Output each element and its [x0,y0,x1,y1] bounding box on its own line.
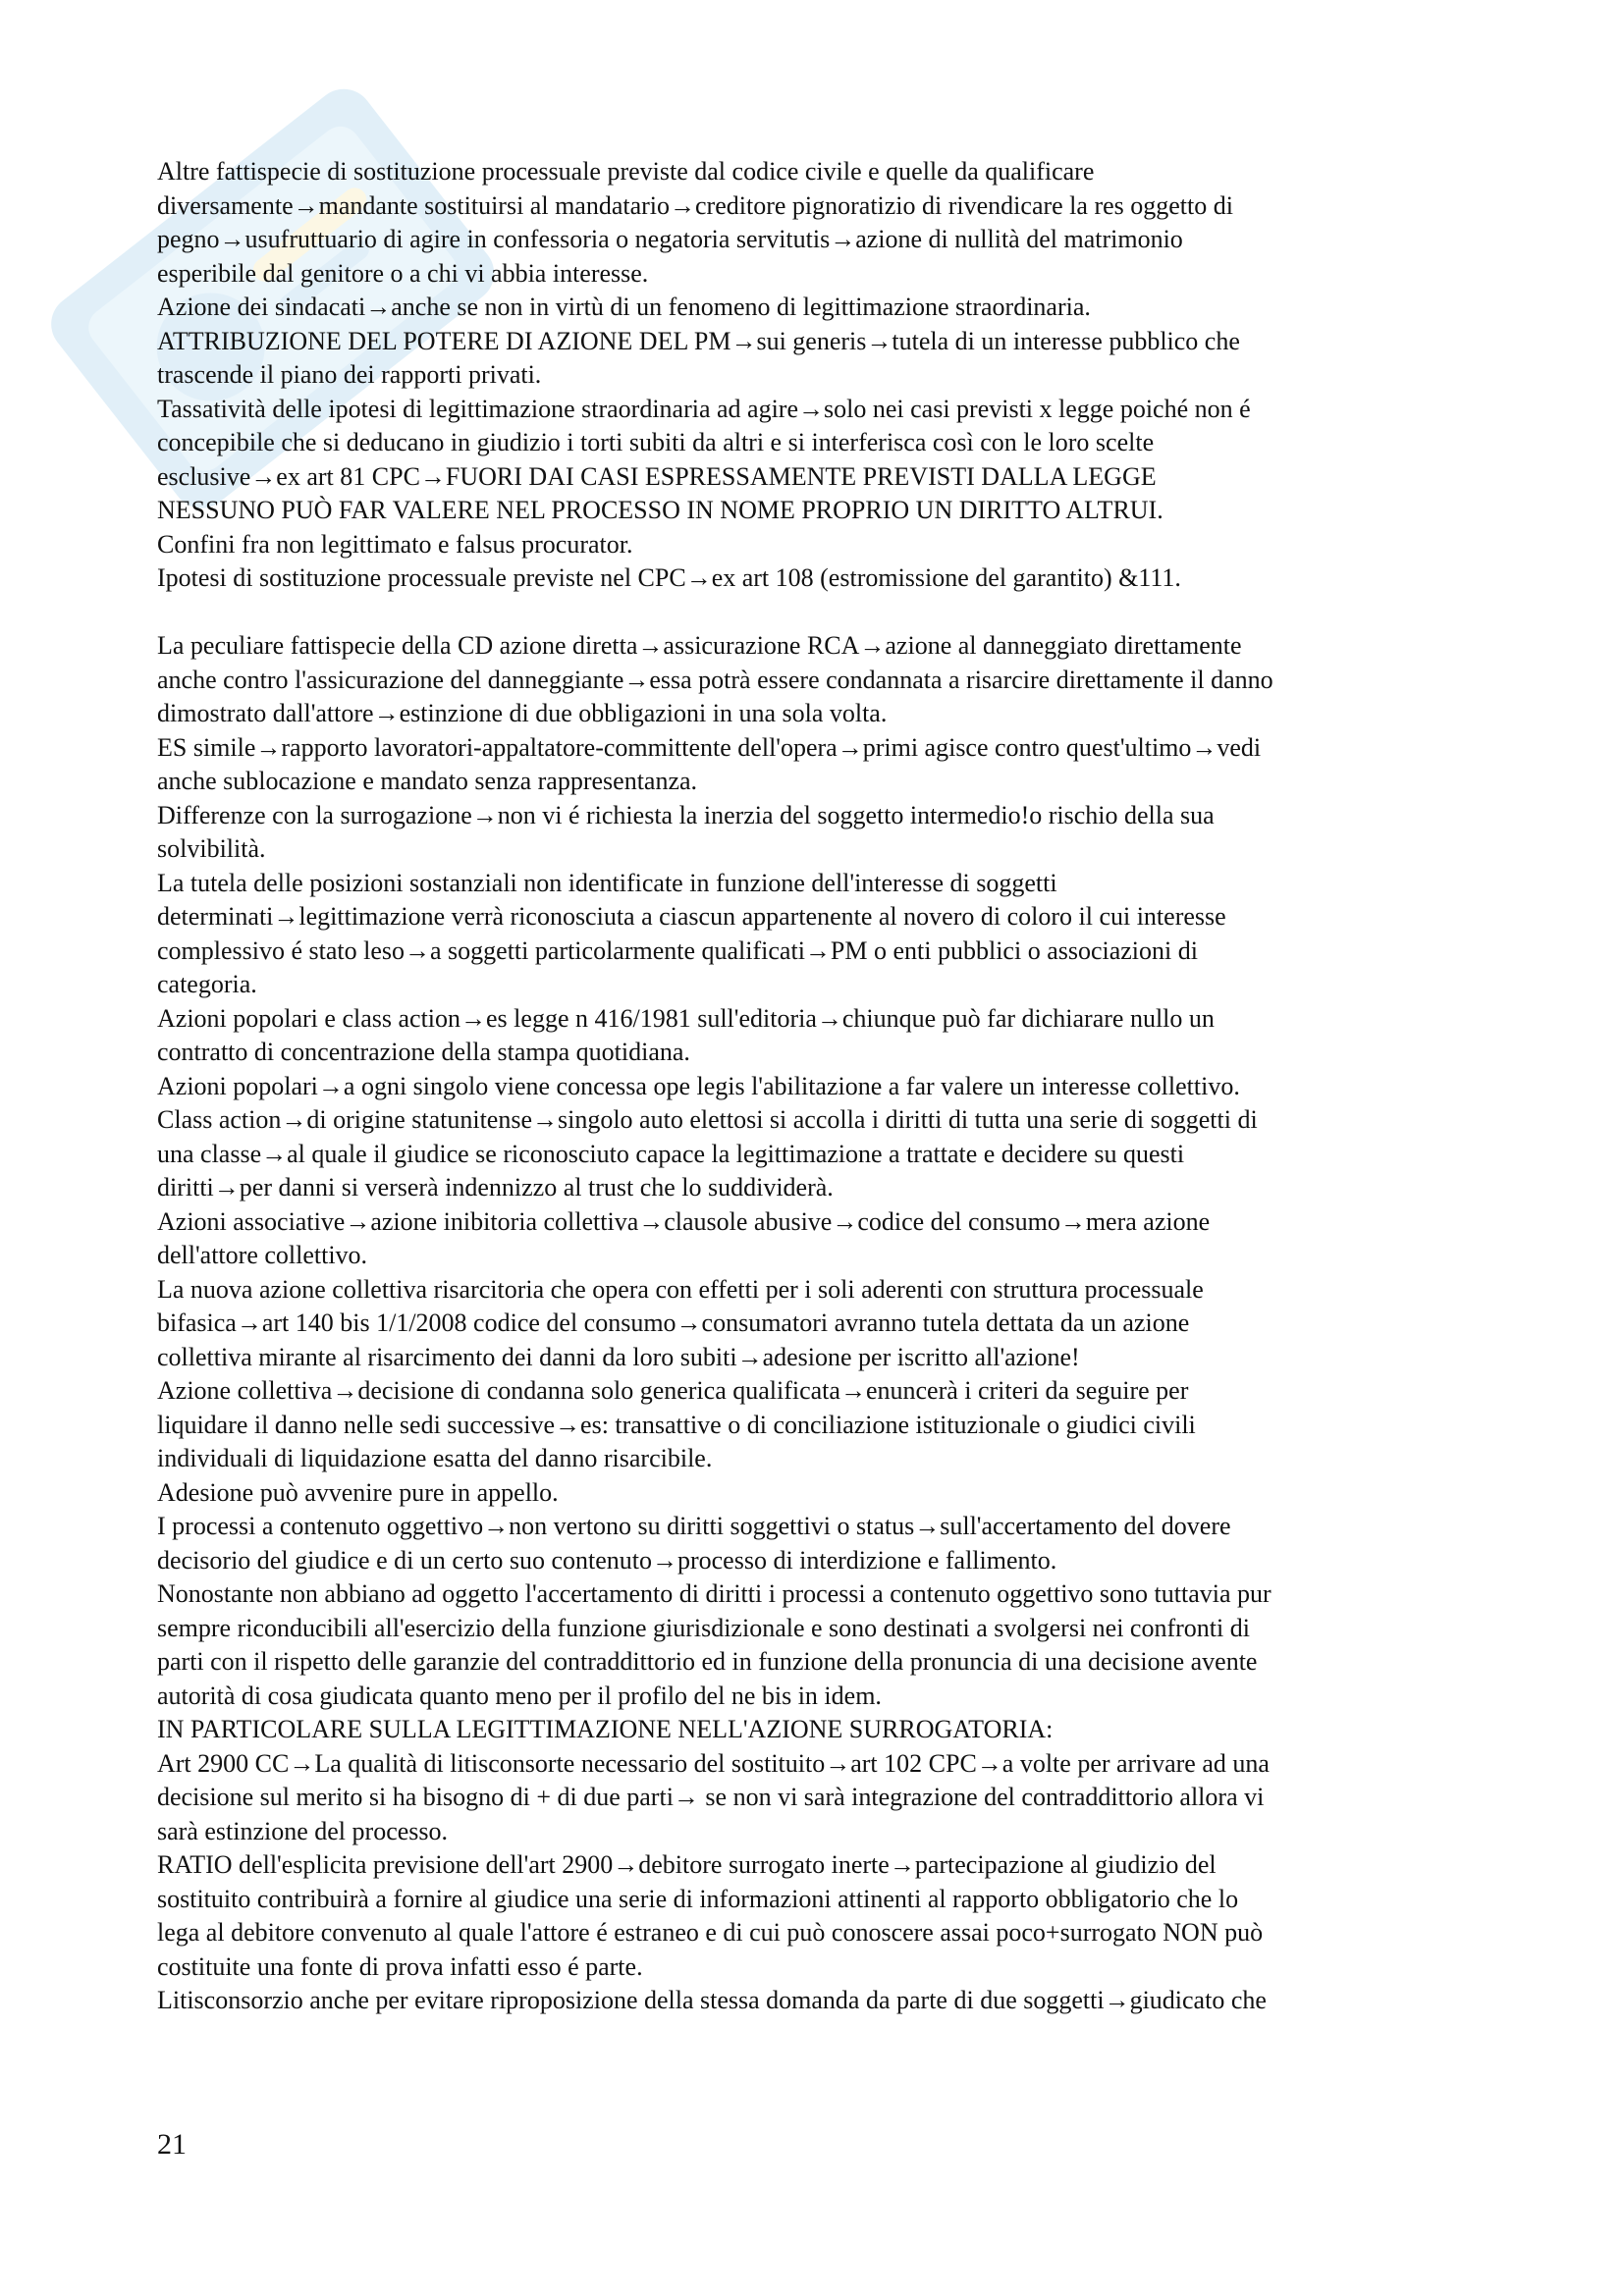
text-line: Tassatività delle ipotesi di legittimazione straordinaria ad agire→solo nei casi previsti x legge poiché non é [157,394,1251,423]
text-line: I processi a contenuto oggettivo→non vertono su diritti soggettivi o status→sull'accertamento del dovere [157,1512,1231,1540]
text-line: diversamente→mandante sostituirsi al mandatario→creditore pignoratizio di rivendicare la res oggetto di [157,190,1233,220]
text-line: individuali di liquidazione esatta del danno risarcibile. [157,1444,713,1472]
text-line: sempre riconducibili all'esercizio della funzione giurisdizionale e sono destinati a svolgersi nei confronti di [157,1613,1250,1642]
text-line: costituite una fonte di prova infatti esso é parte. [157,1951,643,1981]
text-line: sostituito contribuirà a fornire al giudice una serie di informazioni attinenti al rapporto obbligatorio che lo [157,1884,1239,1913]
text-line: pegno→usufruttuario di agire in confessoria o negatoria servitutis→azione di nullità del matrimonio [157,225,1183,253]
text-line: liquidare il danno nelle sedi successive→es: transattive o di conciliazione istituzionale o giudici civili [157,1410,1196,1439]
text-line: complessivo é stato leso→a soggetti particolarmente qualificati→PM o enti pubblici o associazioni di [157,935,1198,965]
text-line: anche contro l'assicurazione del danneggiante→essa potrà essere condannata a risarcire direttamente il danno [157,665,1273,694]
text-line: anche sublocazione e mandato senza rappresentanza. [157,767,698,795]
text-line: La tutela delle posizioni sostanziali non identificate in funzione dell'interesse di soggetti [157,868,1057,897]
text-line: decisorio del giudice e di un certo suo contenuto→processo di interdizione e fallimento. [157,1545,1057,1575]
text-line: dell'attore collettivo. [157,1241,368,1269]
blank-line [157,596,1492,630]
text-line: diritti→per danni si verserà indennizzo al trust che lo suddividerà. [157,1173,834,1201]
text-line: Art 2900 CC→La qualità di litisconsorte necessario del sostituito→art 102 CPC→a volte per arrivare ad una [157,1748,1270,1778]
text-line: ATTRIBUZIONE DEL POTERE DI AZIONE DEL PM→sui generis→tutela di un interesse pubblico che [157,326,1240,355]
document-body [157,155,1492,2018]
text-line: Confini fra non legittimato e falsus procurator. [157,529,633,559]
page-number: 21 [157,2128,187,2161]
text-line: NESSUNO PUÒ FAR VALERE NEL PROCESSO IN NOME PROPRIO UN DIRITTO ALTRUI. [157,496,1163,524]
text-line: concepibile che si deducano in giudizio i torti subiti da altri e si interferisca così con le loro scelte [157,428,1155,456]
text-line: categoria. [157,970,257,998]
text-line: Class action→di origine statunitense→singolo auto elettosi si accolla i diritti di tutta una serie di soggetti di [157,1105,1258,1134]
text-line: Ipotesi di sostituzione processuale previste nel CPC→ex art 108 (estromissione del garantito) &111. [157,563,1181,592]
text-line: dimostrato dall'attore→estinzione di due obbligazioni in una sola volta. [157,699,888,727]
text-line: trascende il piano dei rapporti privati. [157,360,542,389]
text-line: sarà estinzione del processo. [157,1816,449,1845]
text-line: autorità di cosa giudicata quanto meno per il profilo del ne bis in idem. [157,1681,882,1710]
text-line: RATIO dell'esplicita previsione dell'art 2900→debitore surrogato inerte→partecipazione al giudizio del [157,1850,1217,1879]
text-line: IN PARTICOLARE SULLA LEGITTIMAZIONE NELL'AZIONE SURROGATORIA: [157,1715,1054,1743]
text-line: parti con il rispetto delle garanzie del contraddittorio ed in funzione della pronuncia di una decisione avente [157,1647,1258,1676]
text-line: ES simile→rapporto lavoratori-appaltatore-committente dell'opera→primi agisce contro quest'ultimo→vedi [157,732,1262,762]
text-line: La peculiare fattispecie della CD azione diretta→assicurazione RCA→azione al danneggiato direttamente [157,631,1242,660]
text-line: collettiva mirante al risarcimento dei danni da loro subiti→adesione per iscritto all'azione! [157,1342,1080,1371]
text-line: decisione sul merito si ha bisogno di + di due parti→ se non vi sarà integrazione del contraddittorio allora vi [157,1783,1265,1811]
text-line: esperibile dal genitore o a chi vi abbia interesse. [157,258,649,288]
text-line: Adesione può avvenire pure in appello. [157,1477,559,1507]
text-line: contratto di concentrazione della stampa quotidiana. [157,1038,690,1066]
text-line: Azioni popolari→a ogni singolo viene concessa ope legis l'abilitazione a far valere un interesse collettivo. [157,1071,1240,1100]
text-line: determinati→legittimazione verrà riconosciuta a ciascun appartenente al novero di coloro il cui interesse [157,902,1226,931]
text-line: Nonostante non abbiano ad oggetto l'accertamento di diritti i processi a contenuto oggettivo sono tuttavia pur [157,1579,1271,1608]
text-line: Differenze con la surrogazione→non vi é richiesta la inerzia del soggetto intermedio!o rischio della sua [157,800,1215,829]
text-line: Azione dei sindacati→anche se non in virtù di un fenomeno di legittimazione straordinaria. [157,293,1091,321]
text-line: lega al debitore convenuto al quale l'attore é estraneo e di cui può conoscere assai poco+surrogato NON può [157,1918,1264,1947]
text-line: esclusive→ex art 81 CPC→FUORI DAI CASI ESPRESSAMENTE PREVISTI DALLA LEGGE [157,461,1157,491]
text-line: La nuova azione collettiva risarcitoria che opera con effetti per i soli aderenti con struttura processuale [157,1274,1204,1304]
text-line: Azione collettiva→decisione di condanna solo generica qualificata→enuncerà i criteri da seguire per [157,1376,1189,1405]
text-line: solvibilità. [157,834,266,863]
text-line: bifasica→art 140 bis 1/1/2008 codice del consumo→consumatori avranno tutela dettata da un azione [157,1308,1190,1337]
text-line: Azioni associative→azione inibitoria collettiva→clausole abusive→codice del consumo→mera azione [157,1206,1211,1236]
text-line: Litisconsorzio anche per evitare riproposizione della stessa domanda da parte di due soggetti→giudicato che [157,1986,1267,2014]
text-line: una classe→al quale il giudice se riconosciuto capace la legittimazione a trattate e decidere su questi [157,1139,1185,1168]
text-line: Azioni popolari e class action→es legge n 416/1981 sull'editoria→chiunque può far dichiarare nullo un [157,1003,1215,1033]
text-line: Altre fattispecie di sostituzione processuale previste dal codice civile e quelle da qualificare [157,157,1095,186]
